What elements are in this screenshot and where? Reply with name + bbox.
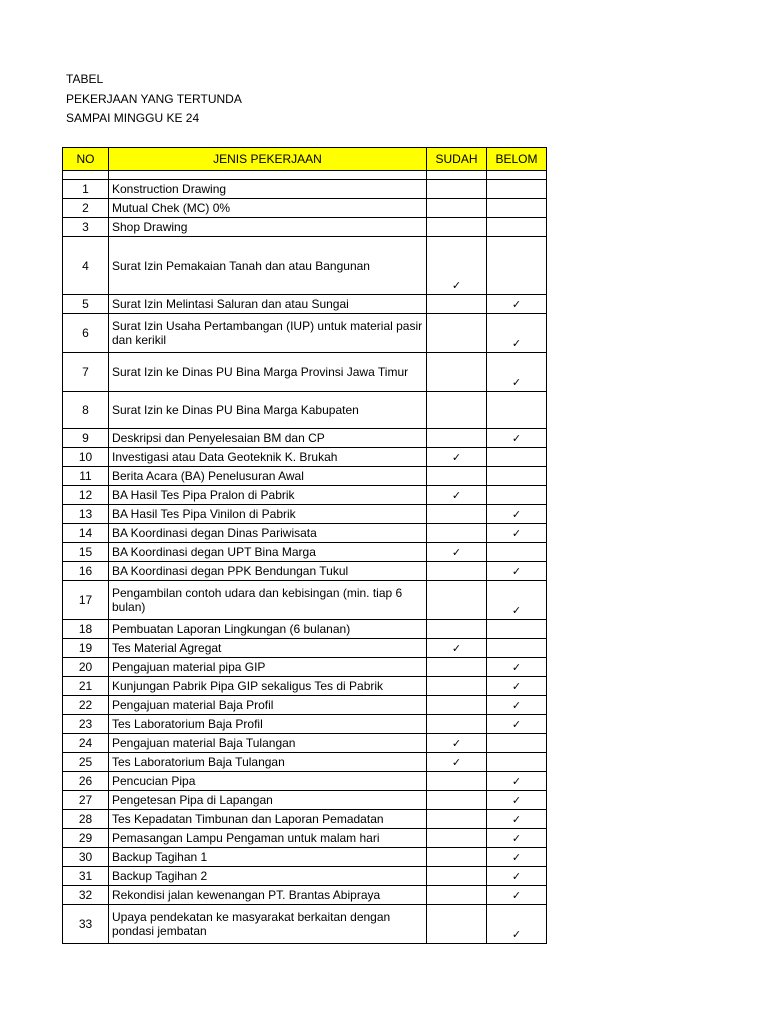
header-line-1: TABEL [66, 72, 104, 86]
row-job-name: Pengajuan material Baja Profil [109, 696, 427, 715]
row-number: 3 [63, 218, 109, 237]
row-job-name: Backup Tagihan 2 [109, 867, 427, 886]
row-job-name: BA Koordinasi degan Dinas Pariwisata [109, 524, 427, 543]
row-done-cell [427, 543, 487, 562]
row-number: 30 [63, 848, 109, 867]
row-pending-cell [487, 218, 547, 237]
row-number: 24 [63, 734, 109, 753]
check-mark-icon: ✓ [511, 508, 522, 521]
row-number: 26 [63, 772, 109, 791]
row-done-cell [427, 524, 487, 543]
row-pending-cell [487, 753, 547, 772]
row-pending-cell [487, 392, 547, 429]
check-mark-icon: ✓ [511, 337, 522, 350]
row-pending-cell [487, 772, 547, 791]
row-pending-cell [487, 180, 547, 199]
row-number: 8 [63, 392, 109, 429]
table-row [63, 810, 547, 829]
table-row [63, 905, 547, 944]
table-row [63, 715, 547, 734]
check-mark-icon: ✓ [511, 889, 522, 902]
row-job-name: Pengetesan Pipa di Lapangan [109, 791, 427, 810]
row-job-name: BA Hasil Tes Pipa Pralon di Pabrik [109, 486, 427, 505]
table-row [63, 829, 547, 848]
row-pending-cell [487, 448, 547, 467]
col-header-no: NO [63, 148, 109, 171]
row-done-cell [427, 562, 487, 581]
row-job-name: Tes Material Agregat [109, 639, 427, 658]
row-done-cell [427, 218, 487, 237]
table-row [63, 218, 547, 237]
row-done-cell [427, 867, 487, 886]
document-header [66, 70, 242, 129]
row-done-cell [427, 658, 487, 677]
row-number: 23 [63, 715, 109, 734]
row-number: 19 [63, 639, 109, 658]
row-number: 14 [63, 524, 109, 543]
check-mark-icon: ✓ [511, 298, 522, 311]
row-number: 2 [63, 199, 109, 218]
row-number: 11 [63, 467, 109, 486]
table-row [63, 392, 547, 429]
row-number: 6 [63, 314, 109, 353]
check-mark-icon: ✓ [451, 642, 462, 655]
row-number: 17 [63, 581, 109, 620]
check-mark-icon: ✓ [511, 832, 522, 845]
check-mark-icon: ✓ [511, 851, 522, 864]
table-row [63, 353, 547, 392]
row-number: 9 [63, 429, 109, 448]
row-pending-cell [487, 620, 547, 639]
row-pending-cell [487, 905, 547, 944]
pending-work-table [62, 147, 547, 944]
row-pending-cell [487, 562, 547, 581]
table-row [63, 620, 547, 639]
check-mark-icon: ✓ [511, 376, 522, 389]
row-job-name: Surat Izin Melintasi Saluran dan atau Sungai [109, 295, 427, 314]
row-done-cell [427, 753, 487, 772]
check-mark-icon: ✓ [451, 489, 462, 502]
row-job-name: Surat Izin ke Dinas PU Bina Marga Provinsi Jawa Timur [109, 353, 427, 392]
row-done-cell [427, 829, 487, 848]
table-row [63, 314, 547, 353]
row-number: 12 [63, 486, 109, 505]
row-pending-cell [487, 237, 547, 295]
row-job-name: Surat Izin ke Dinas PU Bina Marga Kabupaten [109, 392, 427, 429]
row-pending-cell [487, 658, 547, 677]
check-mark-icon: ✓ [511, 527, 522, 540]
row-pending-cell [487, 314, 547, 353]
check-mark-icon: ✓ [511, 565, 522, 578]
table-row [63, 524, 547, 543]
check-mark-icon: ✓ [511, 794, 522, 807]
row-job-name: Rekondisi jalan kewenangan PT. Brantas Abipraya [109, 886, 427, 905]
check-mark-icon: ✓ [511, 661, 522, 674]
check-mark-icon: ✓ [451, 546, 462, 559]
row-pending-cell [487, 429, 547, 448]
check-mark-icon: ✓ [451, 756, 462, 769]
row-number: 7 [63, 353, 109, 392]
table-row [63, 677, 547, 696]
row-done-cell [427, 677, 487, 696]
check-mark-icon: ✓ [511, 604, 522, 617]
row-job-name: Pengajuan material pipa GIP [109, 658, 427, 677]
row-pending-cell [487, 295, 547, 314]
row-number: 5 [63, 295, 109, 314]
row-number: 1 [63, 180, 109, 199]
row-number: 10 [63, 448, 109, 467]
row-job-name: BA Koordinasi degan PPK Bendungan Tukul [109, 562, 427, 581]
row-job-name: Surat Izin Usaha Pertambangan (IUP) untuk material pasir dan kerikil [109, 314, 427, 353]
table-row [63, 791, 547, 810]
col-header-done: SUDAH [427, 148, 487, 171]
row-number: 29 [63, 829, 109, 848]
row-job-name: BA Koordinasi degan UPT Bina Marga [109, 543, 427, 562]
check-mark-icon: ✓ [511, 870, 522, 883]
table-row [63, 867, 547, 886]
row-pending-cell [487, 543, 547, 562]
table-row [63, 429, 547, 448]
table-row [63, 486, 547, 505]
row-pending-cell [487, 886, 547, 905]
table-row [63, 180, 547, 199]
row-number: 4 [63, 237, 109, 295]
check-mark-icon: ✓ [451, 737, 462, 750]
row-done-cell [427, 581, 487, 620]
check-mark-icon: ✓ [511, 680, 522, 693]
check-mark-icon: ✓ [451, 279, 462, 292]
col-header-job: JENIS PEKERJAAN [109, 148, 427, 171]
row-number: 22 [63, 696, 109, 715]
row-job-name: Tes Laboratorium Baja Tulangan [109, 753, 427, 772]
table-row [63, 639, 547, 658]
row-pending-cell [487, 486, 547, 505]
row-job-name: Investigasi atau Data Geoteknik K. Brukah [109, 448, 427, 467]
row-job-name: Shop Drawing [109, 218, 427, 237]
row-number: 13 [63, 505, 109, 524]
row-done-cell [427, 392, 487, 429]
row-pending-cell [487, 848, 547, 867]
check-mark-icon: ✓ [511, 813, 522, 826]
table-row [63, 696, 547, 715]
row-done-cell [427, 905, 487, 944]
table-row [63, 199, 547, 218]
row-done-cell [427, 467, 487, 486]
row-done-cell [427, 791, 487, 810]
row-done-cell [427, 237, 487, 295]
check-mark-icon: ✓ [511, 432, 522, 445]
table-row [63, 886, 547, 905]
row-pending-cell [487, 639, 547, 658]
row-done-cell [427, 199, 487, 218]
row-done-cell [427, 180, 487, 199]
header-line-2: PEKERJAAN YANG TERTUNDA [66, 91, 242, 106]
row-done-cell [427, 505, 487, 524]
row-number: 33 [63, 905, 109, 944]
row-number: 31 [63, 867, 109, 886]
row-number: 21 [63, 677, 109, 696]
row-job-name: Tes Kepadatan Timbunan dan Laporan Pemadatan [109, 810, 427, 829]
row-job-name: Berita Acara (BA) Penelusuran Awal [109, 467, 427, 486]
row-number: 20 [63, 658, 109, 677]
col-header-pending: BELOM [487, 148, 547, 171]
row-done-cell [427, 295, 487, 314]
row-done-cell [427, 639, 487, 658]
row-pending-cell [487, 734, 547, 753]
row-done-cell [427, 696, 487, 715]
check-mark-icon: ✓ [511, 718, 522, 731]
header-line-3: SAMPAI MINGGU KE 24 [66, 111, 200, 125]
row-job-name: Upaya pendekatan ke masyarakat berkaitan dengan pondasi jembatan [109, 905, 427, 944]
row-pending-cell [487, 791, 547, 810]
row-pending-cell [487, 505, 547, 524]
row-job-name: Surat Izin Pemakaian Tanah dan atau Bangunan [109, 237, 427, 295]
row-job-name: Kunjungan Pabrik Pipa GIP sekaligus Tes di Pabrik [109, 677, 427, 696]
table-row [63, 295, 547, 314]
row-number: 15 [63, 543, 109, 562]
row-job-name: Pengambilan contoh udara dan kebisingan (min. tiap 6 bulan) [109, 581, 427, 620]
row-job-name: Pembuatan Laporan Lingkungan (6 bulanan) [109, 620, 427, 639]
spacer-row [63, 171, 547, 180]
row-number: 28 [63, 810, 109, 829]
row-job-name: Tes Laboratorium Baja Profil [109, 715, 427, 734]
row-pending-cell [487, 829, 547, 848]
row-number: 18 [63, 620, 109, 639]
row-pending-cell [487, 467, 547, 486]
row-pending-cell [487, 810, 547, 829]
check-mark-icon: ✓ [451, 451, 462, 464]
table-row [63, 467, 547, 486]
check-mark-icon: ✓ [511, 699, 522, 712]
row-job-name: Konstruction Drawing [109, 180, 427, 199]
table-row [63, 848, 547, 867]
row-pending-cell [487, 677, 547, 696]
row-pending-cell [487, 867, 547, 886]
table-row [63, 734, 547, 753]
table-row [63, 581, 547, 620]
row-done-cell [427, 772, 487, 791]
check-mark-icon: ✓ [511, 775, 522, 788]
row-done-cell [427, 448, 487, 467]
row-done-cell [427, 620, 487, 639]
row-job-name: Pemasangan Lampu Pengaman untuk malam hari [109, 829, 427, 848]
row-pending-cell [487, 524, 547, 543]
row-pending-cell [487, 199, 547, 218]
table-row [63, 448, 547, 467]
table-row [63, 772, 547, 791]
row-done-cell [427, 353, 487, 392]
table-row [63, 505, 547, 524]
table-row [63, 543, 547, 562]
row-job-name: Mutual Chek (MC) 0% [109, 199, 427, 218]
row-job-name: Pencucian Pipa [109, 772, 427, 791]
table-header-row [63, 148, 547, 171]
table-row [63, 658, 547, 677]
row-number: 16 [63, 562, 109, 581]
row-job-name: Backup Tagihan 1 [109, 848, 427, 867]
row-pending-cell [487, 581, 547, 620]
row-job-name: BA Hasil Tes Pipa Vinilon di Pabrik [109, 505, 427, 524]
row-pending-cell [487, 715, 547, 734]
row-job-name: Pengajuan material Baja Tulangan [109, 734, 427, 753]
row-pending-cell [487, 696, 547, 715]
row-done-cell [427, 848, 487, 867]
row-done-cell [427, 486, 487, 505]
table-row [63, 237, 547, 295]
row-done-cell [427, 810, 487, 829]
row-done-cell [427, 429, 487, 448]
table-row [63, 753, 547, 772]
row-done-cell [427, 734, 487, 753]
row-number: 25 [63, 753, 109, 772]
row-number: 32 [63, 886, 109, 905]
row-number: 27 [63, 791, 109, 810]
check-mark-icon: ✓ [511, 928, 522, 941]
row-done-cell [427, 715, 487, 734]
table-row [63, 562, 547, 581]
row-job-name: Deskripsi dan Penyelesaian BM dan CP [109, 429, 427, 448]
row-done-cell [427, 886, 487, 905]
row-done-cell [427, 314, 487, 353]
row-pending-cell [487, 353, 547, 392]
